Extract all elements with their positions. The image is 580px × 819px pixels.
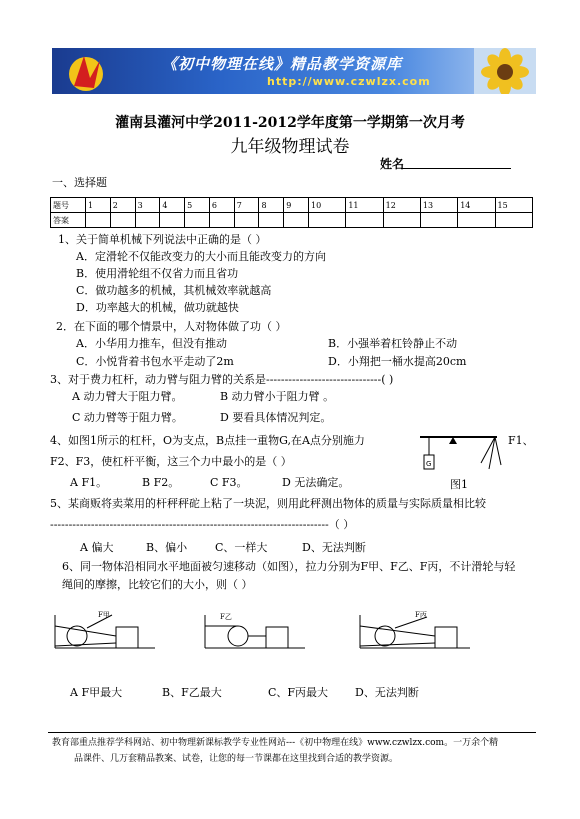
answer-cell[interactable] [346,213,383,228]
sunflower-icon [474,48,536,94]
footer-line-1: 教育部重点推荐学科网站、初中物理新课标教学专业性网站---《初中物理在线》www.czwlzx.com。一万余个精 [52,738,499,748]
number-cell: 14 [458,198,495,213]
answer-cell[interactable] [135,213,160,228]
banner-url: http://www.czwlzx.com [267,75,431,88]
number-cell: 1 [86,198,111,213]
question-3-option-a: A 动力臂大于阻力臂。 [72,390,183,403]
question-5-option-b: B、偏小 [146,541,188,554]
answer-table-row-numbers [51,198,533,213]
answer-cell[interactable] [110,213,135,228]
answer-cell[interactable] [259,213,284,228]
pulley-diagram-2 [200,603,310,658]
question-3-stem: 3、对于费力杠杆，动力臂与阻力臂的关系是-------------------------------( ) [50,373,394,386]
answer-cell[interactable] [495,213,532,228]
lever-diagram [415,425,505,480]
number-cell: 7 [234,198,259,213]
question-3-option-b: B 动力臂小于阻力臂 。 [220,390,335,403]
question-1-stem: 1、关于简单机械下列说法中正确的是（ ） [58,233,267,246]
pulley-diagram-1 [50,603,160,658]
question-4-option-a: A F1。 [70,476,108,489]
question-3-option-c: C 动力臂等于阻力臂。 [72,411,183,424]
answer-cell[interactable] [420,213,457,228]
number-cell: 4 [160,198,185,213]
question-2-option-d: D．小翔把一桶水提高20cm [328,355,467,368]
number-cell: 5 [185,198,210,213]
answer-cell[interactable] [185,213,210,228]
number-cell: 8 [259,198,284,213]
answer-cell[interactable] [86,213,111,228]
answer-cell[interactable] [234,213,259,228]
exam-title: 灌南县灌河中学2011-2012学年度第一学期第一次月考 [115,115,465,131]
number-cell: 15 [495,198,532,213]
question-4-stem-line2: F2、F3，使杠杆平衡，这三个力中最小的是（ ） [50,455,292,468]
row-label: 答案 [51,213,86,228]
fig-label-1: F甲 [98,611,110,619]
name-blank[interactable] [401,168,511,169]
row-label: 题号 [51,198,86,213]
fig-label-3: F丙 [415,611,427,619]
question-2-option-b: B．小强举着杠铃静止不动 [328,337,458,350]
answer-cell[interactable] [160,213,185,228]
number-cell: 12 [383,198,420,213]
number-cell: 3 [135,198,160,213]
question-6-option-a: A F甲最大 [70,686,123,699]
question-6-stem-line2: 绳间的摩擦，比较它们的大小，则（ ） [62,578,253,591]
pulley-diagram-3 [355,603,475,658]
question-5-option-c: C、一样大 [215,541,268,554]
question-6-option-c: C、F丙最大 [268,686,329,699]
question-4-stem: 4、如图1所示的杠杆，O为支点，B点挂一重物G,在A点分别施力 [50,434,365,447]
name-label: 姓名 [380,157,405,171]
section-heading: 一、选择题 [52,176,107,189]
sun-logo-icon [60,50,124,92]
answer-cell[interactable] [458,213,495,228]
answer-cell[interactable] [383,213,420,228]
svg-text:G: G [426,460,432,468]
question-4-option-c: C F3。 [210,476,248,489]
question-5-stem-line2: ---------------------------------------------------------------------------（ ） [50,518,355,531]
question-6-option-b: B、F乙最大 [162,686,222,699]
question-1-option-d: D．功率越大的机械，做功就越快 [76,301,239,314]
number-cell: 6 [209,198,234,213]
question-2-option-a: A．小华用力推车，但没有推动 [76,337,227,350]
question-6-option-d: D、无法判断 [355,686,419,699]
number-cell: 9 [284,198,309,213]
question-2-stem: 2．在下面的哪个情景中，人对物体做了功（ ） [56,320,287,333]
question-4-option-b: B F2。 [142,476,180,489]
fig-label-2: F乙 [220,613,232,621]
question-4-stem-cont: F1、 [508,434,534,447]
question-2-option-c: C．小悦背着书包水平走动了2m [76,355,234,368]
banner-title: 《初中物理在线》精品教学资源库 [162,55,403,73]
question-5-stem: 5、某商贩将卖菜用的杆秤秤砣上粘了一块泥，则用此秤测出物体的质量与实际质量相比较 [50,497,486,510]
number-cell: 11 [346,198,383,213]
question-1-option-b: B．使用滑轮组不仅省力而且省功 [76,267,239,280]
question-1-option-c: C．做功越多的机械，其机械效率就越高 [76,284,272,297]
footer-line-2: 品课件、几万套精品教案、试卷，让您的每一节课都在这里找到合适的教学资源。 [74,754,399,764]
question-3-option-d: D 要看具体情况判定。 [220,411,332,424]
number-cell: 13 [420,198,457,213]
answer-table [50,197,533,228]
answer-table-row-answers [51,213,533,228]
answer-cell[interactable] [309,213,346,228]
question-1-option-a: A．定滑轮不仅能改变力的大小而且能改变力的方向 [76,250,326,263]
question-5-option-a: A 偏大 [80,541,114,554]
question-5-option-d: D、无法判断 [302,541,366,554]
figure-1-label: 图1 [450,478,468,491]
exam-subtitle: 九年级物理试卷 [230,137,350,157]
footer-divider [48,732,536,733]
site-banner [52,48,536,94]
number-cell: 10 [309,198,346,213]
answer-cell[interactable] [284,213,309,228]
number-cell: 2 [110,198,135,213]
answer-cell[interactable] [209,213,234,228]
question-6-stem: 6、同一物体沿相同水平地面被匀速移动（如图），拉力分别为F甲、F乙、F丙，不计滑轮与轻 [62,560,516,573]
question-4-option-d: D 无法确定。 [282,476,350,489]
